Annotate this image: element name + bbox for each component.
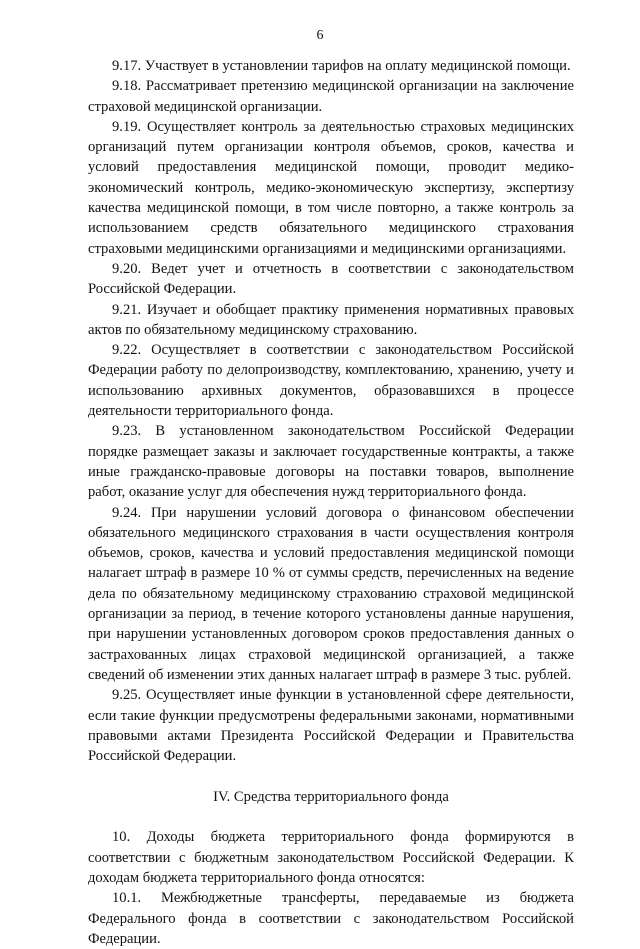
- section-heading: IV. Средства территориального фонда: [213, 789, 449, 806]
- paragraph-9-23: 9.23. В установленном законодательством Российской Федерации порядке размещает заказы и заключает государственные контракты, а также иные гражданско-правовые договоры на поставки товаров, выполнение работ, оказание услуг для обеспечения нужд территориального фонда.: [88, 423, 574, 501]
- paragraph-9-19: 9.19. Осуществляет контроль за деятельностью страховых медицинских организаций путем организации контроля объемов, сроков, качества и условий предоставления медицинской помощи, проводит медико-экономический контроль, медико-экономическую экспертизу, экспертизу качества медицинской помощи, в том числе повторно, а также контроль за использованием средств обязательного медицинского страхования страховыми медицинскими организациями и медицинскими организациями.: [88, 118, 574, 257]
- paragraph-9-22: 9.22. Осуществляет в соответствии с законодательством Российской Федерации работу по делопроизводству, комплектованию, хранению, учету и использованию архивных документов, образовавшихся в процессе деятельности территориального фонда.: [88, 342, 574, 420]
- paragraph-9-18: 9.18. Рассматривает претензию медицинской организации на заключение страховой медицинской организации.: [88, 78, 574, 115]
- paragraph-9-24: 9.24. При нарушении условий договора о финансовом обеспечении обязательного медицинского страхования в части осуществления контроля объемов, сроков, качества и условий предоставления медицинской помощи налагает штраф в размере 10 % от суммы средств, перечисленных на ведение дела по обязательному медицинскому страхованию страховой медицинской организации за период, в течение которого установлены данные нарушения, при нарушении установленных договором сроков предоставления данных о застрахованных лицах страховой медицинской организацией, а также сведений об изменении этих данных налагает штраф в размере 3 тыс. рублей.: [88, 504, 574, 683]
- paragraph-9-21: 9.21. Изучает и обобщает практику применения нормативных правовых актов по обязательному медицинскому страхованию.: [88, 301, 574, 338]
- document-body: [88, 56, 574, 949]
- paragraph-9-17: 9.17. Участвует в установлении тарифов на оплату медицинской помощи.: [112, 58, 571, 74]
- paragraph-9-20: 9.20. Ведет учет и отчетность в соответствии с законодательством Российской Федерации.: [88, 260, 574, 298]
- paragraph-9-25: 9.25. Осуществляет иные функции в установленной сфере деятельности, если такие функции предусмотрены федеральными законами, нормативными правовыми актами Президента Российской Федерации и Правительства Российской Федерации.: [88, 687, 574, 765]
- paragraph-10: 10. Доходы бюджета территориального фонда формируются в соответствии с бюджетным законодательством Российской Федерации. К доходам бюджета территориального фонда относятся:: [88, 829, 574, 886]
- paragraph-10-1: 10.1. Межбюджетные трансферты, передаваемые из бюджета Федерального фонда в соответствии с законодательством Российской Федерации.: [88, 890, 574, 947]
- page-number: 6: [316, 28, 324, 43]
